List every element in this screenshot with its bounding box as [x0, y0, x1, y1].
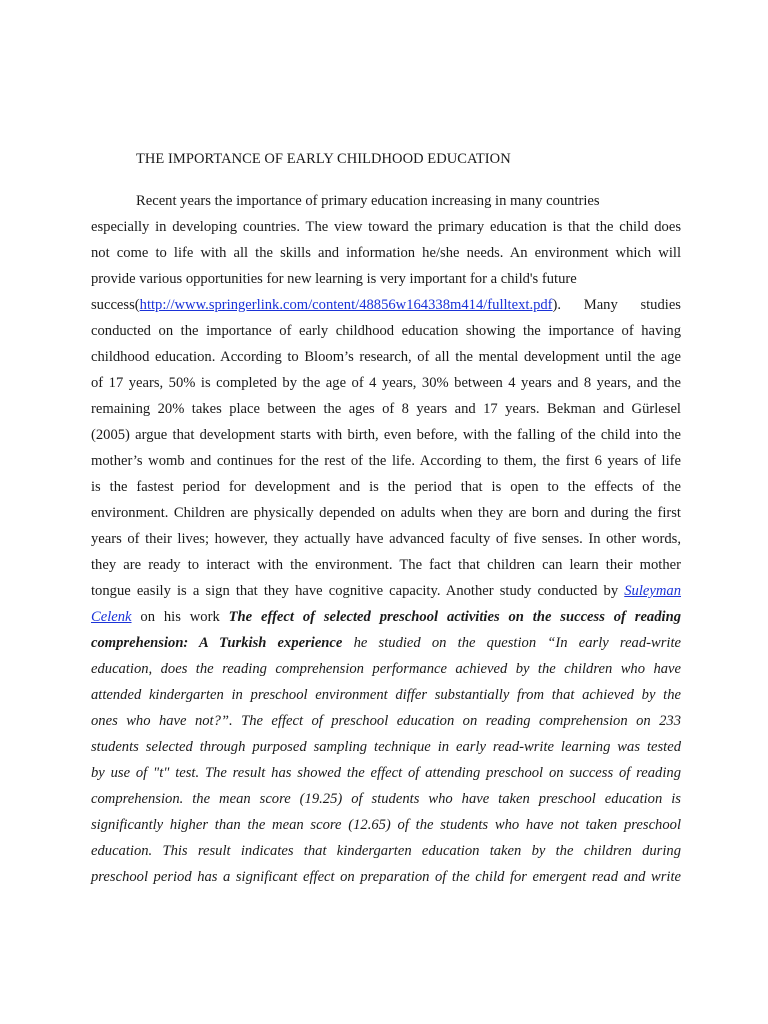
line-text: mother’s womb and continues for the rest of the life. According to them, the first 6 years of life — [91, 453, 681, 469]
line-text: by use of "t" test. The result has showed the effect of attending preschool on success of reading — [91, 765, 681, 781]
line-text: education, does the reading comprehension performance achieved by the children who have — [91, 661, 681, 677]
work-title-text: comprehension: A Turkish experience — [91, 635, 343, 651]
work-title-text: The effect of selected preschool activities on the success of reading — [228, 609, 681, 625]
line-text: on his work — [131, 609, 229, 625]
paragraph-line — [91, 607, 681, 627]
paragraph-line — [91, 737, 681, 757]
line-text: provide various opportunities for new learning is very important for a child's future — [91, 271, 577, 287]
line-text: tongue easily is a sign that they have cognitive capacity. Another study conducted by — [91, 583, 625, 599]
paragraph-line — [91, 347, 681, 367]
line-text: conducted on the importance of early childhood education showing the importance of having — [91, 323, 681, 339]
paragraph-line — [91, 841, 681, 861]
line-text: ones who have not?”. The effect of preschool education on reading comprehension on 233 — [91, 713, 681, 729]
paragraph-line — [91, 399, 681, 419]
line-text: attended kindergarten in preschool environment differ substantially from that achieved by the — [91, 687, 681, 703]
paragraph-line — [91, 867, 681, 887]
paragraph-line — [91, 711, 681, 731]
paragraph-line — [91, 685, 681, 705]
paragraph-line — [91, 529, 681, 549]
paragraph-line — [91, 373, 681, 393]
paragraph-line — [91, 217, 681, 237]
line-text: success( — [91, 297, 140, 313]
paragraph-line — [91, 477, 681, 497]
line-text: Recent years the importance of primary education increasing in many countries — [136, 193, 600, 209]
paragraph-line — [91, 815, 681, 835]
line-text: especially in developing countries. The view toward the primary education is that the child does — [91, 219, 681, 235]
paragraph-line — [91, 633, 681, 653]
line-text: of 17 years, 50% is completed by the age of 4 years, 30% between 4 years and 8 years, and the — [91, 375, 681, 391]
line-text: (2005) argue that development starts with birth, even before, with the falling of the child into the — [91, 427, 681, 443]
line-text: is the fastest period for development and is the period that is open to the effects of the — [91, 479, 681, 495]
line-text: years of their lives; however, they actually have advanced faculty of five senses. In other words, — [91, 531, 681, 547]
line-text: preschool period has a significant effect on preparation of the child for emergent read and write — [91, 869, 681, 885]
line-text: he studied on the question “In early read-write — [342, 635, 681, 651]
document-title: THE IMPORTANCE OF EARLY CHILDHOOD EDUCATION — [136, 151, 511, 167]
line-text: students selected through purposed sampling technique in early read-write learning was tested — [91, 739, 681, 755]
line-text: significantly higher than the mean score (12.65) of the students who have not taken preschool — [91, 817, 681, 833]
paragraph-line — [91, 269, 681, 289]
springerlink-url-link[interactable]: http://www.springerlink.com/content/48856w164338m414/fulltext.pdf — [139, 297, 553, 313]
paragraph-line — [91, 243, 681, 263]
line-text: comprehension. the mean score (19.25) of students who have taken preschool education is — [91, 791, 681, 807]
paragraph-line — [91, 451, 681, 471]
author-link-celenk[interactable]: Celenk — [91, 609, 132, 625]
paragraph-line — [136, 191, 681, 211]
paragraph-line — [91, 763, 681, 783]
line-text: environment. Children are physically depended on adults when they are born and during the first — [91, 505, 681, 521]
line-text: not come to life with all the skills and information he/she needs. An environment which will — [91, 245, 681, 261]
line-text: ). Many studies — [552, 297, 681, 313]
author-link-suleyman[interactable]: Suleyman — [624, 583, 681, 599]
paragraph-line — [91, 659, 681, 679]
paragraph-line — [91, 789, 681, 809]
paragraph-line — [91, 425, 681, 445]
paragraph-line — [91, 555, 681, 575]
paragraph-line — [91, 321, 681, 341]
line-text: they are ready to interact with the environment. The fact that children can learn their mother — [91, 557, 681, 573]
paragraph-line — [91, 503, 681, 523]
line-text: remaining 20% takes place between the ages of 8 years and 17 years. Bekman and Gürlesel — [91, 401, 681, 417]
line-text: childhood education. According to Bloom’s research, of all the mental development until the age — [91, 349, 681, 365]
line-text: education. This result indicates that kindergarten education taken by the children during — [91, 843, 681, 859]
paragraph-line — [91, 581, 681, 601]
paragraph-line — [91, 295, 681, 315]
